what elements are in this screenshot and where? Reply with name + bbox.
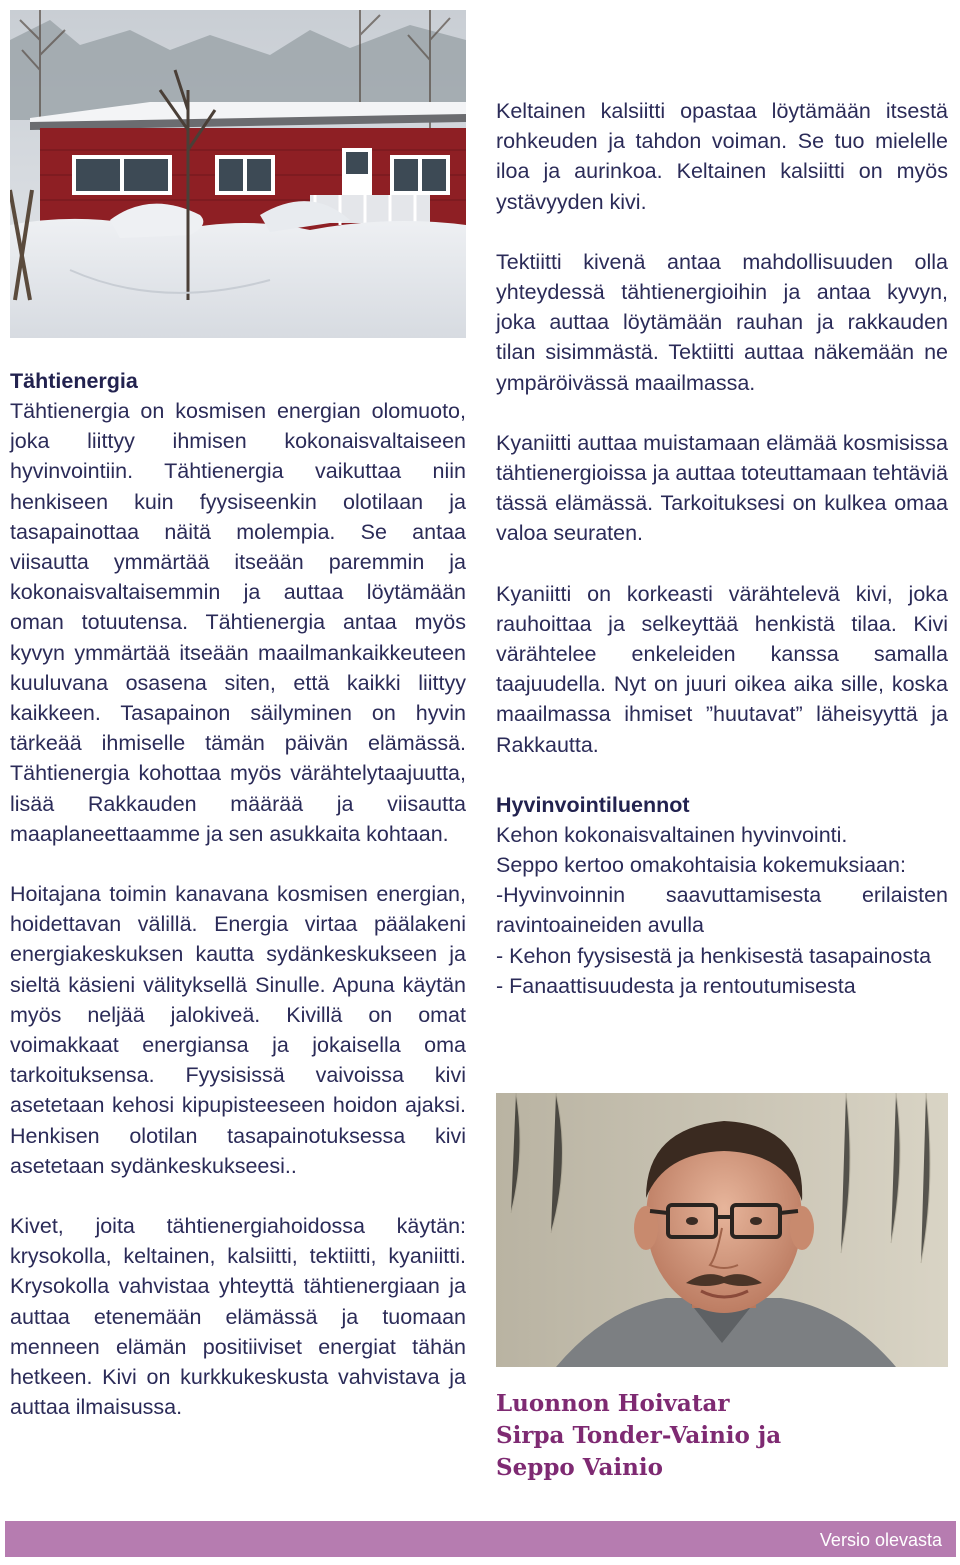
right-column (496, 96, 948, 1001)
footer-bar (5, 1521, 956, 1557)
treatment-paragraph: Hoitajana toimin kanavana kosmisen energian, hoidettavan välillä. Energia virtaa päälakeni energiakeskuksen kautta sydänkeskukseen ja sieltä käsieni välityksellä Sinulle. Apuna käytän myös neljää jalokiveä. Kivillä on omat voimakkaat energiansa ja jokaisella oma tarkoituksensa. Fyysisissä vaivoissa kivi asetetaan kehosi kipupisteeseen hoidon ajaksi. Henkisen olotilan tasapainotuksessa kivi asetetaan sydänkeskukseesi.. (10, 882, 466, 1178)
lectures-item-3: - Fanaattisuudesta ja rentoutumisesta (496, 973, 856, 998)
lectures-item-2: - Kehon fyysisestä ja henkisestä tasapainosta (496, 943, 932, 968)
lectures-item-1: -Hyvinvoinnin saavuttamisesta erilaisten ravintoaineiden avulla (496, 883, 948, 938)
signature-line-3: Seppo Vainio (496, 1454, 663, 1481)
signature (496, 1388, 948, 1484)
lectures-line-1: Kehon kokonaisvaltainen hyvinvointi. (496, 822, 848, 847)
footer-label: Versio olevasta (819, 1530, 942, 1550)
house-photo-drawing (10, 10, 466, 338)
signature-line-2: Sirpa Tonder-Vainio ja (496, 1422, 782, 1449)
calcite-paragraph: Keltainen kalsiitti opastaa löytämään itsestä rohkeuden ja tahdon voiman. Se tuo mielelle iloa ja aurinkoa. Keltainen kalsiitti on myös ystävyyden kivi. (496, 99, 948, 214)
lectures-line-2: Seppo kertoo omakohtaisia kokemuksiaan: (496, 853, 906, 878)
tektite-paragraph: Tektiitti kivenä antaa mahdollisuuden olla yhteydessä tähtienergioihin ja antaa kyvyn, joka auttaa löytämään rauhan ja rakkauden tilan sisimmästä. Tektiitti auttaa näkemään ne ympäröivässä maailmassa. (496, 249, 948, 395)
house-photo (10, 10, 466, 338)
section-title: Tähtienergia (10, 369, 138, 393)
intro-paragraph: Tähtienergia on kosmisen energian olomuoto, joka liittyy ihmisen kokonaisvaltaiseen hyvinvointiin. Tähtienergia vaikuttaa niin henkiseen kuin fyysiseenkin olotilaan ja tasapainottaa näitä molempia. Se antaa viisautta ymmärtää itseään paremmin ja kokonaisvaltaisemmin ja auttaa löytämään oman totuutensa. Tähtienergia antaa myös kyvyn ymmärtää itseään maailmankaikkeuteen kuuluvana osasena siten, että kaikki liittyy kaikkeen. Tasapainon säilyminen on hyvin tärkeää ihmiselle tämän päivän elämässä. Tähtienergia kohottaa myös värähtelytaajuutta, lisää Rakkauden määrää ja viisautta maaplaneettaamme ja sen asukkaita kohtaan. (10, 399, 466, 846)
stones-paragraph: Kivet, joita tähtienergiahoidossa käytän: krysokolla, keltainen, kalsiitti, tektiitti, kyaniitti. Krysokolla vahvistaa yhteyttä tähtienergiaan ja auttaa etenemään elämässä ja tuomaan menneen elämän positiiviset energiat tähän hetkeen. Kivi on kurkkukeskusta vahvistava ja auttaa ilmaisussa. (10, 1214, 466, 1420)
lectures-title: Hyvinvointiluennot (496, 792, 690, 817)
portrait-photo (496, 1093, 948, 1367)
left-column (10, 366, 466, 1423)
kyanite-paragraph-1: Kyaniitti auttaa muistamaan elämää kosmisissa tähtienergioissa ja auttaa toteuttamaan tehtäviä tässä elämässä. Tarkoituksesi on kulkea omaa valoa seuraten. (496, 430, 948, 546)
portrait-drawing (496, 1093, 948, 1367)
kyanite-paragraph-2: Kyaniitti on korkeasti värähtelevä kivi, joka rauhoittaa ja selkeyttää henkistä tilaa. Kivi värähtelee enkeleiden kanssa samalla taajuudella. Nyt on juuri oikea aika sille, koska maailmassa ihmiset ”huutavat” läheisyyttä ja Rakkautta. (496, 581, 948, 757)
signature-line-1: Luonnon Hoivatar (496, 1390, 730, 1417)
